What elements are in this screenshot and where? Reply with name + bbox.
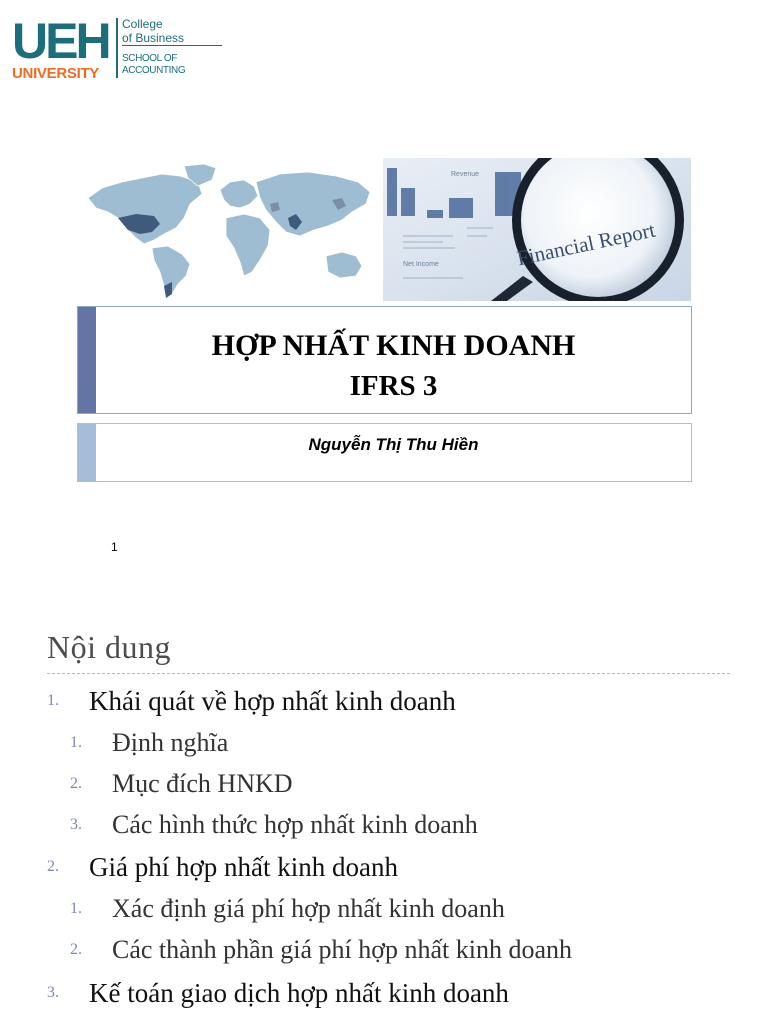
list-number: 3. [70,816,82,833]
list-text: Khái quát về hợp nhất kinh doanh [89,686,456,716]
list-number: 1. [47,692,59,709]
logo-brand: UEH [12,13,109,69]
page-number: 1 [111,540,118,554]
title-box [77,306,692,414]
report-label-net-income: Net Income [403,261,439,268]
author-box [77,423,692,482]
list-number: 1. [70,734,82,751]
list-number: 1. [70,900,82,917]
title-accent-bar [78,307,96,413]
magnifier-photo [383,158,691,301]
logo-rule [122,45,222,46]
list-text: Xác định giá phí hợp nhất kinh doanh [112,894,505,923]
financial-report-image [383,158,691,301]
list-number: 2. [70,775,82,792]
list-text: Các hình thức hợp nhất kinh doanh [112,810,478,839]
list-number: 2. [47,858,59,875]
magnifier-text: Financial Report [514,217,658,271]
contents-heading: Nội dung [47,629,171,665]
slide-title: HỢP NHẤT KINH DOANH [211,329,576,362]
logo-school: SCHOOL OF ACCOUNTING [122,53,186,76]
logo-university: UNIVERSITY [12,65,100,82]
contents-divider [47,673,730,674]
ueh-logo [12,14,232,86]
slide-subtitle: IFRS 3 [349,370,438,402]
list-text: Mục đích HNKD [112,769,293,798]
world-map-image [80,160,380,300]
list-number: 2. [70,941,82,958]
logo-college [122,17,184,45]
report-label-revenue: Revenue [451,171,480,178]
list-text: Định nghĩa [112,728,229,757]
list-number: 3. [47,984,59,1001]
logo-divider [116,18,118,78]
list-text: Giá phí hợp nhất kinh doanh [89,852,398,882]
author-name: Nguyễn Thị Thu Hiền [308,435,479,454]
list-text: Các thành phần giá phí hợp nhất kinh doanh [112,935,572,964]
author-accent-bar [78,424,96,481]
logo-college-line2: of Business [122,31,185,45]
list-text: Kế toán giao dịch hợp nhất kinh doanh [89,978,509,1008]
logo-college-line1: College [122,17,163,31]
